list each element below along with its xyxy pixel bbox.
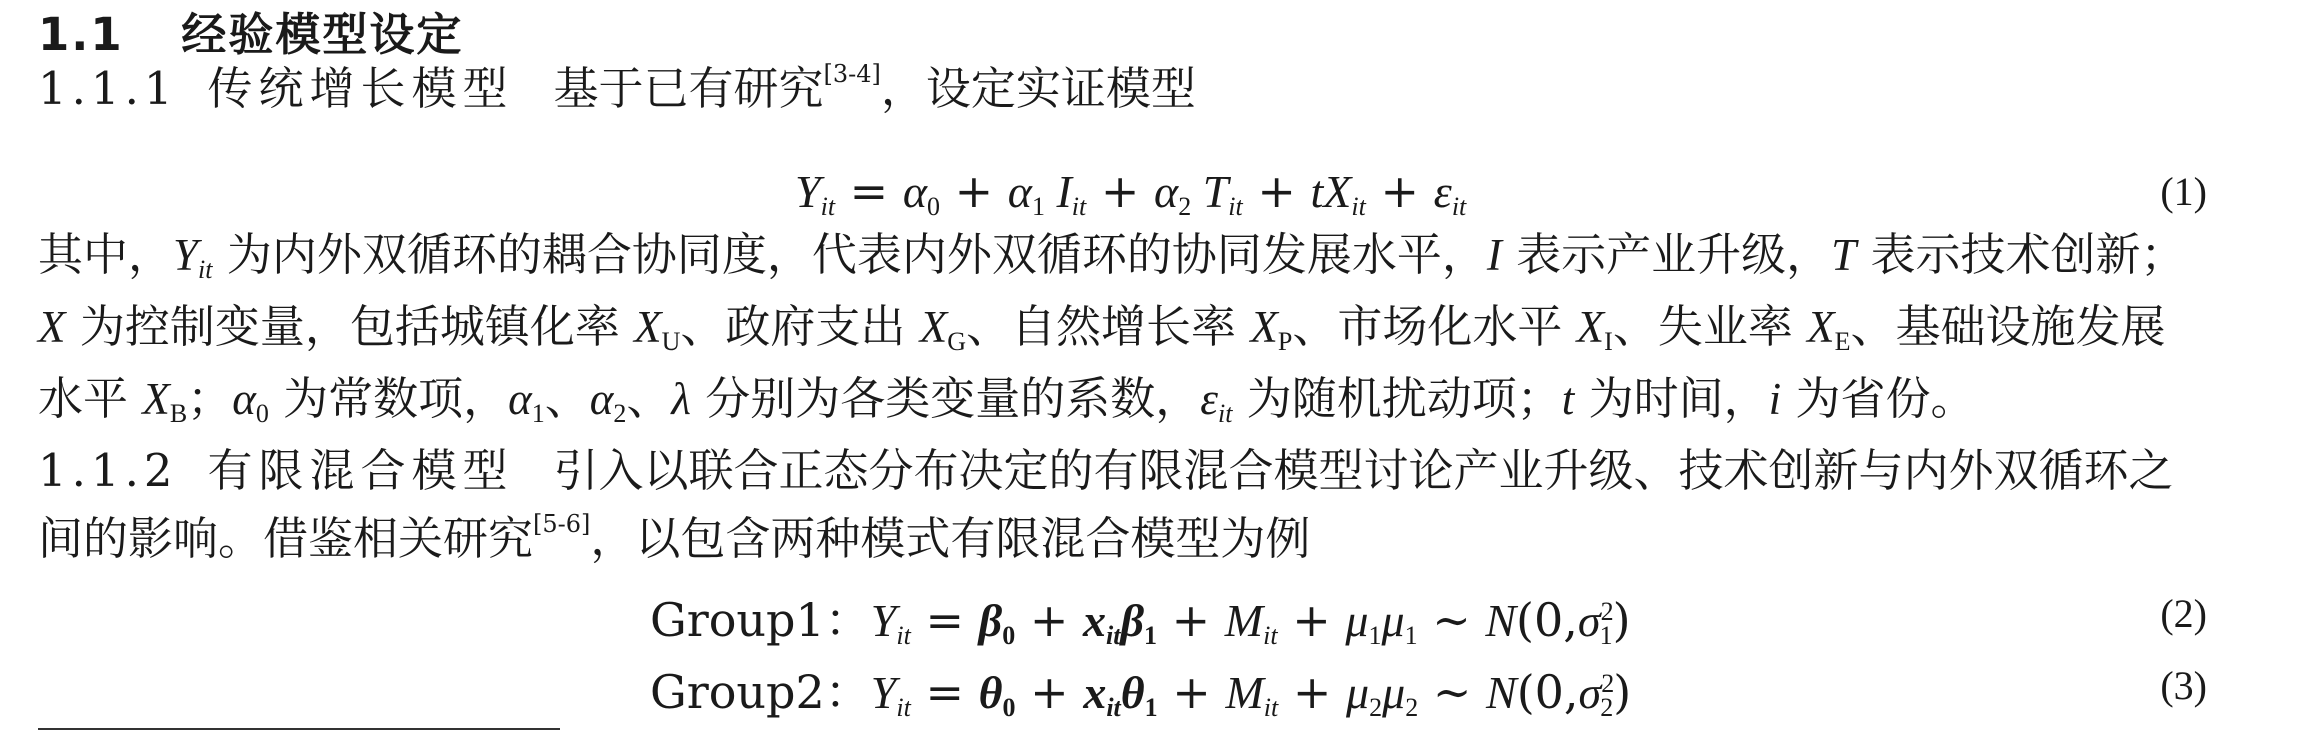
text: 、自然增长率 (966, 300, 1237, 353)
math-inline: $Y_{it}$ (173, 230, 213, 284)
math-inline: t (1561, 374, 1575, 424)
heading-number: 1.1 (38, 8, 124, 61)
text: ，以包含两种模式有限混合模型为例 (590, 512, 1311, 565)
equation-1: $Y_{it} = \alpha_0 + \alpha_1$ $I_{it} + \alpha_2$ $T_{it} + tX_{it} + \varepsilon_{it}$ (795, 164, 1467, 221)
math-inline: $X_U$ (634, 302, 681, 356)
paragraph-line (38, 512, 1310, 566)
text: 为内外双循环的耦合协同度，代表内外双循环的协同发展水平， (226, 228, 1487, 281)
text: 、 (544, 372, 590, 425)
equation-label: Group2： (650, 665, 871, 719)
subsection-title: 有限混合模型 (207, 444, 514, 497)
math-inline: $X_P$ (1250, 302, 1293, 356)
math-inline: $\alpha_0$ (232, 374, 269, 428)
equation-1-number: (1) (2160, 169, 2207, 214)
math-inline: $X_G$ (919, 302, 967, 356)
text: 表示产业升级， (1516, 228, 1832, 281)
math-inline: λ (671, 374, 691, 424)
math-inline: I (1486, 230, 1502, 280)
text: 水平 (38, 372, 129, 425)
paragraph-line (38, 228, 2186, 282)
math-inline: X (38, 302, 66, 352)
text: 表示技术创新； (1870, 228, 2186, 281)
heading-title: 经验模型设定 (181, 8, 464, 61)
paragraph-line (38, 300, 2166, 354)
text: 为常数项， (283, 372, 509, 425)
text: 为随机扰动项； (1246, 372, 1562, 425)
text: ； (187, 372, 233, 425)
text: 为时间， (1588, 372, 1769, 425)
math-inline: $X_I$ (1576, 302, 1613, 356)
text: 其中， (38, 228, 174, 281)
subsection-1-1-1 (38, 62, 1196, 116)
citation: [5-6] (533, 510, 591, 538)
subsection-title: 传统增长模型 (207, 62, 514, 115)
text: 、政府支出 (680, 300, 906, 353)
subsection-number: 1.1.1 (38, 62, 178, 115)
math-inline: T (1831, 230, 1857, 280)
equation-2: Group1：$Y_{it} = \beta_0 + x_{it}\beta_1 + M_{it} + \mu_1\mu_1$ ∼ $N(0,\sigma^2_1)$ (650, 593, 1631, 650)
text: 为省份。 (1795, 372, 1976, 425)
citation: [3-4] (823, 60, 881, 88)
text: 、基础设施发展 (1850, 300, 2166, 353)
text: 为控制变量，包括城镇化率 (79, 300, 620, 353)
equation-label: Group1： (650, 593, 871, 647)
math-inline: $\alpha_2$ (589, 374, 627, 428)
math-inline: $X_B$ (142, 374, 188, 428)
paragraph-line (38, 372, 1975, 426)
text: 、市场化水平 (1292, 300, 1563, 353)
equation-2-number: (2) (2160, 591, 2207, 636)
footnote-divider (38, 728, 560, 730)
text: 、 (626, 372, 672, 425)
subsection-number: 1.1.2 (38, 444, 178, 497)
text: 、失业率 (1612, 300, 1793, 353)
math-inline: $\alpha_1$ (508, 374, 545, 428)
equation-3-number: (3) (2160, 663, 2207, 708)
section-heading (38, 8, 463, 62)
subsection-1-1-2 (38, 444, 2174, 498)
equation-3: Group2：$Y_{it} = \theta_0 + x_{it}\theta_1 + M_{it} + \mu_2\mu_2$ ∼ $N(0,\sigma^2_2)$ (650, 665, 1632, 722)
subsection-text-after: ，设定实证模型 (880, 62, 1196, 115)
math-inline: i (1768, 374, 1782, 424)
subsection-text: 基于已有研究 (553, 62, 824, 115)
text: 间的影响。借鉴相关研究 (38, 512, 534, 565)
subsection-text: 引入以联合正态分布决定的有限混合模型讨论产业升级、技术创新与内外双循环之 (553, 444, 2174, 497)
math-inline: $X_E$ (1807, 302, 1851, 356)
text: 分别为各类变量的系数， (705, 372, 1201, 425)
math-inline: $\varepsilon_{it}$ (1200, 374, 1233, 428)
